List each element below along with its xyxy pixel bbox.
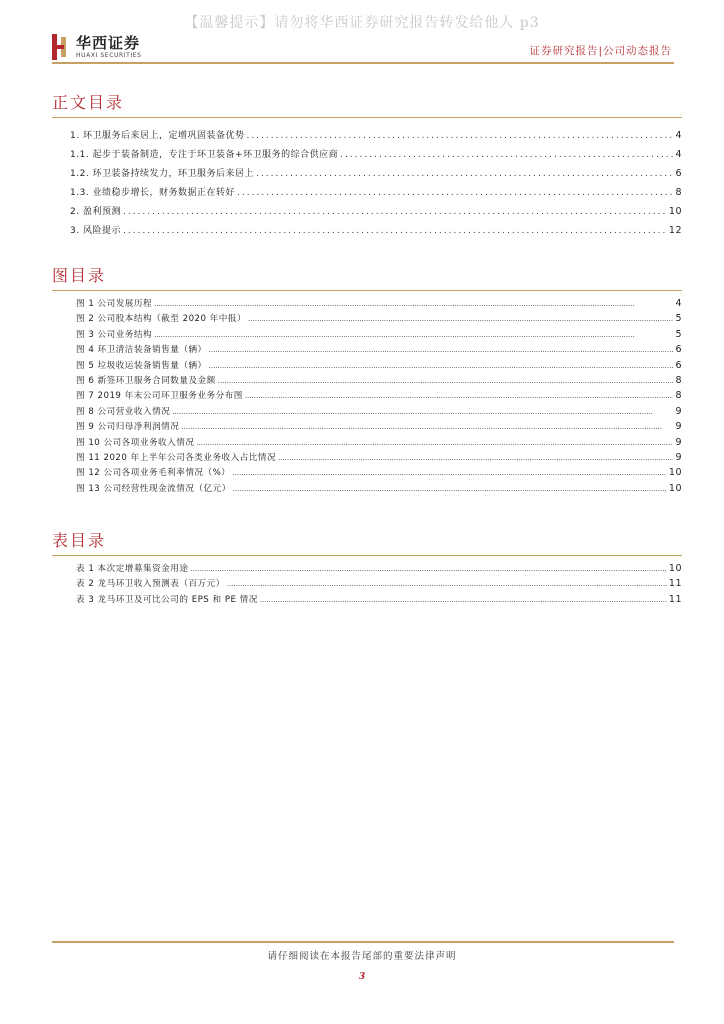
toc-entry-label: 表 3 龙马环卫及可比公司的 EPS 和 PE 情况 xyxy=(76,594,258,605)
toc-entry-page: 9 xyxy=(675,436,682,448)
figure-toc-list xyxy=(52,296,682,496)
main-toc-title: 正文目录 xyxy=(52,90,682,118)
toc-entry-label: 图 13 公司经营性现金流情况（亿元） xyxy=(76,483,231,494)
watermark-text: 【温馨提示】请勿将华西证券研究报告转发给他人 p3 xyxy=(184,15,540,31)
main-toc-list xyxy=(52,126,682,240)
toc-entry-page: 9 xyxy=(675,421,682,433)
toc-entry[interactable] xyxy=(70,221,682,240)
toc-entry-page: 11 xyxy=(668,593,682,605)
toc-entry[interactable] xyxy=(76,342,682,357)
toc-leader-dots xyxy=(218,374,674,389)
toc-entry[interactable] xyxy=(76,465,682,480)
toc-entry-page: 8 xyxy=(675,390,682,402)
toc-entry-label: 图 11 2020 年上半年公司各类业务收入占比情况 xyxy=(76,452,277,463)
table-toc-title: 表目录 xyxy=(52,528,682,556)
toc-leader-dots xyxy=(232,466,667,481)
toc-leader-dots xyxy=(196,436,673,451)
toc-entry-label: 1.3. 业绩稳步增长，财务数据正在转好 xyxy=(70,188,236,198)
toc-entry-page: 10 xyxy=(668,482,682,494)
toc-entry[interactable] xyxy=(76,481,682,496)
footer-divider xyxy=(52,941,674,943)
toc-entry[interactable] xyxy=(76,561,682,576)
toc-entry-label: 3. 风险提示 xyxy=(70,226,121,236)
toc-entry[interactable] xyxy=(76,592,682,607)
toc-entry[interactable] xyxy=(76,311,682,326)
toc-entry-page: 6 xyxy=(675,359,682,371)
toc-leader-dots xyxy=(190,562,666,577)
toc-entry-label: 1.2. 环卫装备持续发力，环卫服务后来居上 xyxy=(70,169,255,179)
table-toc-list xyxy=(52,561,682,607)
page-number: 3 xyxy=(358,972,366,982)
toc-entry-label: 图 3 公司业务结构 xyxy=(76,329,153,340)
toc-leader-dots xyxy=(154,297,673,312)
toc-entry[interactable] xyxy=(76,404,682,419)
toc-entry-page: 9 xyxy=(675,451,682,463)
figure-toc-title: 图目录 xyxy=(52,263,682,291)
toc-entry-page: 12 xyxy=(668,225,682,236)
toc-entry-label: 图 10 公司各项业务收入情况 xyxy=(76,437,195,448)
toc-leader-dots xyxy=(246,127,673,146)
toc-entry-page: 4 xyxy=(675,130,682,141)
toc-entry[interactable] xyxy=(76,358,682,373)
toc-leader-dots xyxy=(233,482,667,497)
main-toc-section xyxy=(52,90,682,240)
toc-leader-dots xyxy=(123,203,667,222)
toc-entry-label: 图 5 垃圾收运装备销售量（辆） xyxy=(76,360,207,371)
figure-toc-section xyxy=(52,263,682,496)
company-logo xyxy=(52,34,142,62)
table-toc-section xyxy=(52,528,682,607)
toc-leader-dots xyxy=(340,146,673,165)
toc-entry-page: 6 xyxy=(675,344,682,356)
report-type-label: 证券研究报告|公司动态报告 xyxy=(529,45,672,57)
toc-entry[interactable] xyxy=(70,202,682,221)
toc-entry[interactable] xyxy=(76,576,682,591)
legal-notice: 请仔细阅读在本报告尾部的重要法律声明 xyxy=(267,951,457,962)
toc-entry-page: 4 xyxy=(675,298,682,309)
toc-leader-dots xyxy=(245,389,674,404)
toc-entry-label: 图 2 公司股本结构（截至 2020 年中报） xyxy=(76,314,247,325)
toc-entry-label: 图 7 2019 年末公司环卫服务业务分布图 xyxy=(76,391,243,402)
toc-entry[interactable] xyxy=(70,164,682,183)
header-divider xyxy=(52,62,674,64)
toc-entry-page: 10 xyxy=(668,206,682,217)
toc-entry[interactable] xyxy=(76,435,682,450)
toc-entry[interactable] xyxy=(70,126,682,145)
toc-entry-label: 图 12 公司各项业务毛利率情况（%） xyxy=(76,468,231,479)
toc-entry-label: 图 8 公司营业收入情况 xyxy=(76,406,171,417)
toc-entry-page: 10 xyxy=(668,563,682,574)
logo-name-en: HUAXI SECURITIES xyxy=(76,52,142,59)
toc-entry-page: 8 xyxy=(675,187,682,198)
toc-entry-page: 6 xyxy=(675,168,682,179)
toc-entry-label: 表 1 本次定增募集资金用途 xyxy=(76,564,189,574)
toc-entry-page: 5 xyxy=(675,313,682,325)
toc-entry[interactable] xyxy=(76,296,682,311)
toc-entry[interactable] xyxy=(76,419,682,434)
toc-leader-dots xyxy=(256,165,673,184)
toc-entry[interactable] xyxy=(76,450,682,465)
toc-leader-dots xyxy=(154,328,673,343)
toc-leader-dots xyxy=(237,184,673,203)
toc-entry-page: 9 xyxy=(675,405,682,417)
toc-leader-dots xyxy=(209,343,674,358)
toc-entry-page: 10 xyxy=(668,467,682,479)
logo-name-cn: 华西证券 xyxy=(76,34,141,52)
toc-entry-label: 1. 环卫服务后来居上，定增巩固装备优势 xyxy=(70,131,245,141)
toc-leader-dots xyxy=(227,577,667,592)
toc-entry-page: 11 xyxy=(668,578,682,590)
toc-entry-label: 2. 盈利预测 xyxy=(70,207,121,217)
toc-leader-dots xyxy=(123,222,667,241)
toc-entry-label: 图 1 公司发展历程 xyxy=(76,299,153,309)
toc-entry-page: 8 xyxy=(675,374,682,386)
toc-entry[interactable] xyxy=(76,373,682,388)
toc-entry[interactable] xyxy=(76,327,682,342)
toc-entry-page: 5 xyxy=(675,328,682,340)
toc-leader-dots xyxy=(181,420,673,435)
toc-entry[interactable] xyxy=(76,388,682,403)
toc-entry-label: 图 9 公司归母净利润情况 xyxy=(76,422,180,433)
toc-leader-dots xyxy=(278,451,673,466)
toc-entry-page: 4 xyxy=(675,149,682,160)
toc-entry-label: 图 4 环卫清洁装备销售量（辆） xyxy=(76,345,207,356)
toc-entry[interactable] xyxy=(70,183,682,202)
toc-leader-dots xyxy=(209,359,674,374)
toc-entry[interactable] xyxy=(70,145,682,164)
toc-entry-label: 表 2 龙马环卫收入预测表（百万元） xyxy=(76,579,225,590)
toc-leader-dots xyxy=(248,312,673,327)
toc-leader-dots xyxy=(172,405,673,420)
toc-entry-label: 1.1. 起步于装备制造，专注于环卫装备+环卫服务的综合供应商 xyxy=(70,150,339,160)
toc-leader-dots xyxy=(260,593,667,608)
logo-mark-icon xyxy=(52,34,70,60)
toc-entry-label: 图 6 新签环卫服务合同数量及金额 xyxy=(76,375,216,386)
